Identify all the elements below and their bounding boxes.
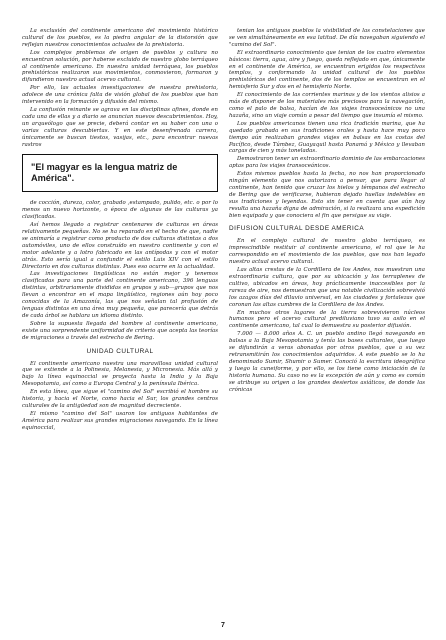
paragraph: Sobre la supuesta llegada del hombre al continente americano, existe una sorprendente uniformidad de criterio que acepta las teorías de migraciones a través del estrecho de Bering. — [22, 320, 218, 341]
paragraph: Las altas crestas de la Cordillera de los Andes, nos muestran una extraordinaria cultura, que por su ubicación y los terraplenes de cultivo, ubicados en áreas, hoy prácticamente inaccesibles por la rareza de aire, nos demuestran que una notable civilización sobrevivió los azagos días del diluvio universal, en las ciudades y fortalezas que coronan las altas cumbres de la Cordillera de los Andes. — [229, 267, 425, 308]
section-heading: UNIDAD CULTURAL — [86, 347, 154, 355]
paragraph: La exclusión del continente americano del movimiento histórico cultural de los pueblos, es la piedra angular de la distorsión que reflejan nuestros conocimientos actuales de la prehistoria. — [22, 28, 218, 48]
paragraph: Los pueblos americanos tienen una rica tradición marina, que ha quedado grabada en sus tradiciones orales y hasta hace muy poco tiempo aún realizaban grandes viajes en balsas en las costas del Pacífico, desde Túmbez, Guayaquil hasta Panamá y México y llevaban cargas de cien y más toneladas. — [229, 120, 425, 155]
section-heading: DIFUSION CULTURAL DESDE AMERICA — [229, 225, 365, 233]
pull-quote-box: "El magyar es la lengua matriz de América". — [22, 154, 218, 192]
paragraph: Así hemos llegado a registrar centenares de culturas en áreas relativamente pequeñas. No se ha reparado en el hecho de que, nadie se animaría a registrar como producto de dos culturas distintas a dos automóviles, uno de ellos construído en nuestro continente y con el motor adelante y a lotro fabricado en las antípodas y con el motor atrás. Esto sería igual a confundir el estilo Luis XIV con el estilo Directorio en dos culturas distintas. Pues eso ocurre en la actualidad. — [22, 222, 218, 270]
paragraph: El mismo "camino del Sol" usaron los antiguos habitantes de América para realizar sus grandes migraciones navegando. En la línea equinoccial, — [22, 410, 218, 431]
paragraph: Por ello, las actuales investigaciones de nuestra prehistoria, adolece de una crónica falta de visión global de los pueblos que han intervenido en la formación y difusión del mismo. — [22, 85, 218, 106]
paragraph: En el complejo cultural de nuestro globo terráqueo, es imprescindible restituir al continente americano, el rol que le ha correspondido en el movimiento de los pueblos, que nos han legado nuestro actual acervo cultural. — [229, 238, 425, 266]
paragraph: tenian los antiguos pueblos la visibilidad de las constelaciones que se ven simultáneamente en esa latitud. De día navegaban siguiendo el "camino del Sol". — [229, 28, 425, 48]
paragraph: El continente americano nuestra una maravillosa unidad cultural que se extiende a la Polinesia, Melanesia, y Micronesia. Más allá y bajo la línea equinoccial se proyecta hasta la India y la Baja Mesopotamia, así como a Europa Central y la península Ibérica. — [22, 360, 218, 388]
paragraph: En esta línea, que sigue el "camino del Sol" escribió el hombre su historia, y hacia el Norte, como hacia el Sur, los grandes centros culturales de la antigüedad son de magnitud decreciente. — [22, 389, 218, 409]
paragraph: El conocimiento de las corrientes marinas y de los vientos alisios a más de disponer de los materiales más preciosos para la navegación, como el palo de balsa, hacían de los viajes transoceánicos no una hazaña, sino un viaje común a pesar del tiempo que insumía el mismo. — [229, 92, 425, 119]
paragraph: Las investigaciones lingüísticas no están mejor y tenemos clasificadas para una parte del continente americano, 396 lenguas distintas, arbitrariamente divididas en grupos y sub—grupos que nos llevan a encontrar en el mapa lingüístico, regiones aún hoy poco conocidas de la Amazonía, las que nos señalan tal profusión de lenguas distintas en una área muy pequeña, que parecería que detrás de cada árbol se hablara un idioma distinto. — [22, 271, 218, 319]
right-column — [229, 28, 425, 394]
paragraph: de cocción, dureza, color, grabado ,estampado, pulido, etc. o por lo menos un nuevo horizonte, o época de algunas de las culturas ya clasificadas. — [22, 200, 218, 221]
paragraph: Los complejos problemas de origen de pueblos y cultura no encuentran solución, por haberse excluido de nuestro globo terráqueo al continente americano. En nuestra unidad terráquea, los pueblos prehistóricos realizaron sus movimientos, conmovieron, formaron y difundieron nuestro actual acervo cultural. — [22, 49, 218, 84]
paragraph: La confusión reinante se agrava en las disciplinas afines, donde en cada una de ellas y a diario se anuncian nuevos descubrimientos. Hoy, un arqueólogo que se precie, deberá contar en su haber con una o varias culturas descubiertas. Y en este desenfrenada carrera, únicamente se buscan tiestos, vasijas, etc., para encontrar nuevas rastros — [22, 106, 218, 148]
page-number: 7 — [221, 622, 225, 629]
paragraph: Demostraron tener un extraordinario dominio de las embarcaciones aptas para los viajes transoceánicos. — [229, 156, 425, 170]
left-column — [22, 28, 218, 433]
paragraph: Estos mismos pueblos hasta la fecha, no nos han proporcionado ningún elemento que nos autorizara a pensar, que para llegar al continente, han tenido que cruzar los hielos y témpanos del estrecho de Bering que de verificarse, hubieran dejado huellas indelebles en sus tradiciones y leyendas. Esto sin tener en cuenta que aún hoy resulta una hazaña digna de admiración, si la realizara una expedición bien equipada y que conociera el fin que persigue su viaje. — [229, 171, 425, 219]
paragraph: En muchos otros lugares de la tierra sobrevivieron núcleos humanos pero el acervo cultural prediluviano tuvo su asilo en el continente americano, tal cual lo demuestra su posterior difusión. — [229, 309, 425, 330]
paragraph: 7.000 — 8.000 años A. C. un pueblo andino llegó navegando en balsas a la Baja Mesopotamia y tenía las bases culturales, que luego se difundirán a veras abonadas por otros pueblos, que a su vez retransmitirán los conocimientos adquiridos. A este pueblo se lo ha denominado Sumir, Shumir o Sumer. Conoció la escritura ideográfica y luego la cuneiforme, y por ello, se los tiene como iniciación de la historia humana. Su caso no es la excepción de aún y como es común se atribuye su origen a los grandes desiertos asiáticos, de donde las crónicas — [229, 331, 425, 393]
paragraph: El extraordinario conocimiento que tenian de los cuatro elementos básicos: tierra, agua, aire y fuego, queda reflejado en que, únicamente en el continente de América, se encuentran erigidos los respectivos templos, y conformando la unidad cultural de los pueblos prehistóricos del continente, dos de los templos se encuentran en el hemisferio Sur y dos en el hemisferio Norte. — [229, 49, 425, 91]
